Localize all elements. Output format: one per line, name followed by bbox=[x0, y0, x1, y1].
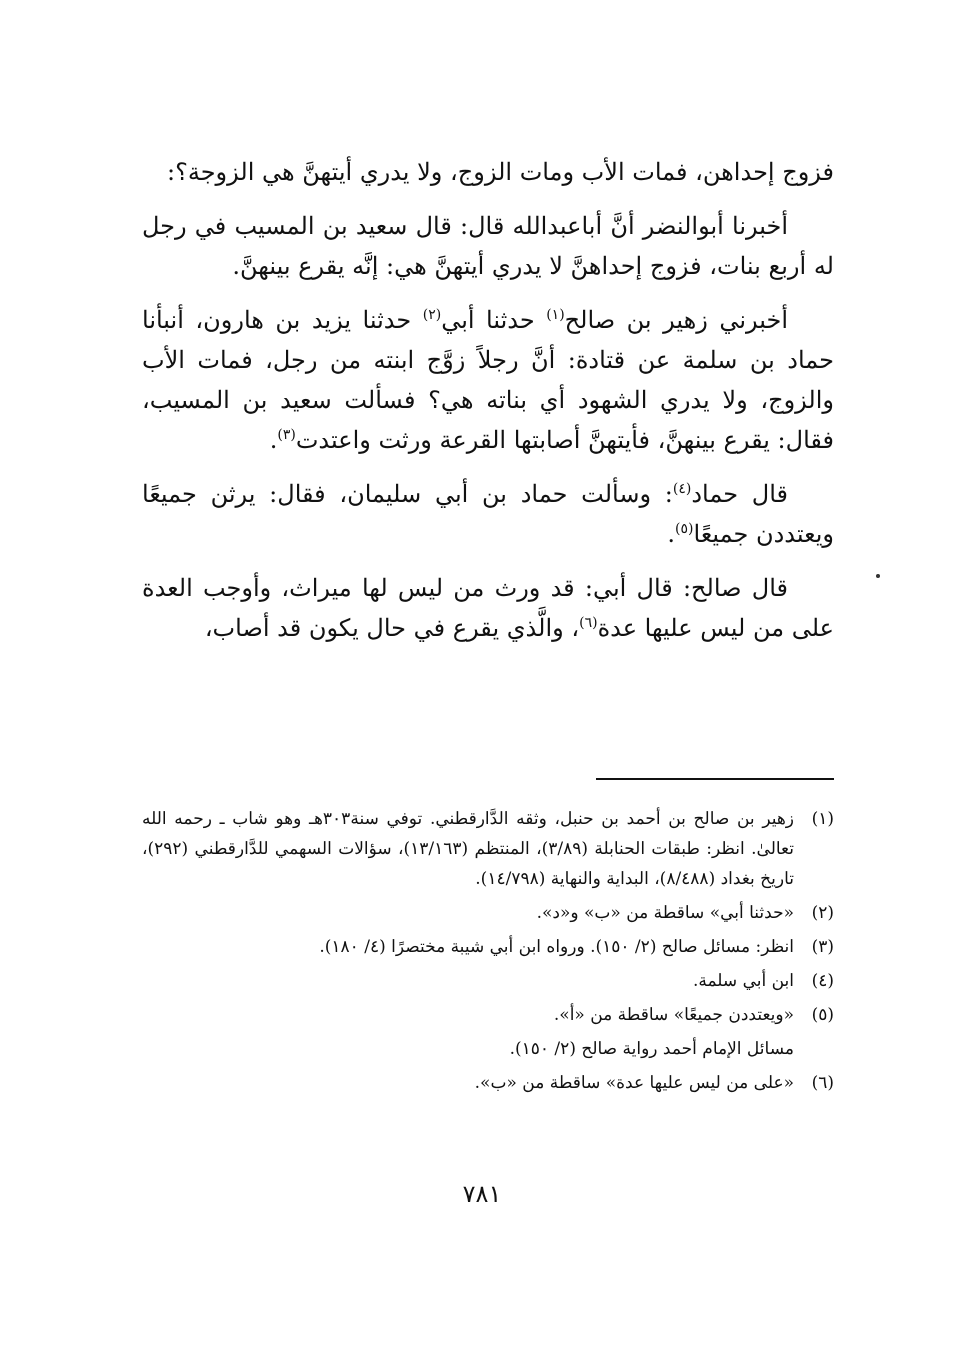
margin-dot bbox=[876, 574, 880, 578]
paragraph-1: فزوج إحداهن، فمات الأب ومات الزوج، ولا يدري أيتهنَّ هي الزوجة؟: bbox=[167, 158, 834, 186]
footnote-text: ابن أبي سلمة. bbox=[692, 971, 794, 991]
footnote-1 bbox=[142, 804, 834, 894]
footnote-number: (٢) bbox=[811, 903, 834, 923]
footnote-2 bbox=[142, 898, 834, 928]
footnote-separator bbox=[596, 778, 834, 780]
footnote-number: (٥) bbox=[811, 1005, 834, 1025]
footnote-ref-2: (٢) bbox=[422, 307, 442, 323]
footnote-ref-3: (٣) bbox=[277, 427, 296, 443]
footnote-number: (٤) bbox=[811, 971, 834, 991]
footnote-text: انظر: مسائل صالح (٢/ ١٥٠). ورواه ابن أبي شيبة مختصرًا (٤/ ١٨٠). bbox=[319, 937, 794, 957]
page-number: ٧٨١ bbox=[462, 1180, 502, 1208]
footnote-4 bbox=[142, 966, 834, 996]
paragraph-3: أخبرني زهير بن صالح$^{(١)}$ حدثنا أبي$^{(٢)}$ حدثنا يزيد بن هارون، أنبأنا حماد بن سلمة عن قتادة: أنَّ رجلاً زوَّج ابنته من رجل، فمات الأب والزوج، ولا يدري الشهود أي بناته هي؟ فسألت سعيد بن المسيب، فقال: يقرع بينهنَّ، فأيتهنَّ أصابتها القرعة ورثت واعتدت$^{(٣)}$. bbox=[142, 306, 834, 454]
footnote-text: مسائل الإمام أحمد رواية صالح (٢/ ١٥٠). bbox=[509, 1039, 794, 1059]
footnote-5-continuation bbox=[142, 1034, 834, 1064]
paragraph-2: أخبرنا أبوالنضر أنَّ أباعبدالله قال: قال سعيد بن المسيب في رجل له أربع بنات، فزوج إحداهنَّ لا يدري أيتهنَّ هي: إنَّه يقرع بينهنَّ. bbox=[142, 212, 834, 280]
footnote-number: (٣) bbox=[811, 937, 834, 957]
footnote-number: (٦) bbox=[811, 1073, 834, 1093]
footnote-ref-4: (٤) bbox=[672, 481, 692, 497]
footnote-3 bbox=[142, 932, 834, 962]
footnote-text: «ويعتددن جميعًا» ساقطة من «أ». bbox=[553, 1005, 794, 1025]
footnotes bbox=[142, 804, 834, 1102]
footnote-6 bbox=[142, 1068, 834, 1098]
footnote-text: زهير بن صالح بن أحمد بن حنبل، وثقه الدَّارقطني. توفي سنة٣٠٣هـ وهو شاب ـ رحمه الله تعالىٰ. انظر: طبقات الحنابلة (٣/٨٩)، المنتظم (١٣/١٦٣)، سؤالات السهمي للدَّارقطني (٢٩٢)، تاريخ بغداد (٨/٤٨٨)، البداية والنهاية (١٤/٧٩٨). bbox=[142, 809, 794, 889]
main-text bbox=[142, 152, 834, 662]
footnote-text: «على من ليس عليها عدة» ساقطة من «ب». bbox=[474, 1073, 794, 1093]
footnote-ref-6: (٦) bbox=[579, 615, 598, 631]
paragraph-5: قال صالح: قال أبي: قد ورث من ليس لها ميراث، وأوجب العدة على من ليس عليها عدة$^{(٦)}$، والَّذي يقرع في حال يكون قد أصاب، bbox=[142, 574, 834, 642]
footnote-ref-5: (٥) bbox=[675, 521, 694, 537]
footnote-text: «حدثنا أبي» ساقطة من «ب» و«د». bbox=[536, 903, 794, 923]
footnote-ref-1: (١) bbox=[546, 307, 565, 323]
footnote-5 bbox=[142, 1000, 834, 1030]
paragraph-4: قال حماد$^{(٤)}$: وسألت حماد بن أبي سليمان، فقال: يرثن جميعًا ويعتددن جميعًا$^{(٥)}$. bbox=[142, 480, 834, 548]
footnote-number: (١) bbox=[811, 809, 834, 829]
